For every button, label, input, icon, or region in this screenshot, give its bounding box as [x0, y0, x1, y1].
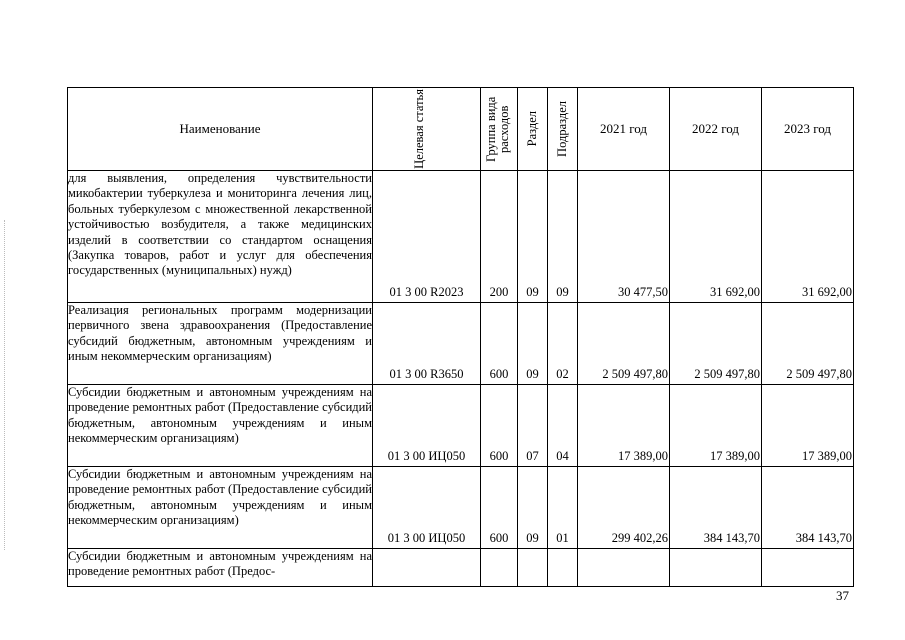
row-section-value: 09 [526, 285, 539, 299]
row-2021 [578, 385, 670, 467]
row-2022-value: 17 389,00 [710, 449, 760, 463]
row-section-value [518, 584, 547, 586]
row-2021 [578, 171, 670, 303]
table-row [68, 171, 854, 303]
row-name: Реализация региональных программ модернизации первичного звена здравоохранения (Предоставление субсидий бюджетным, автономным учреждениям и иным некоммерческим организациям) [68, 303, 373, 385]
row-group-value: 600 [489, 449, 509, 463]
header-target-label: Целевая статья [411, 89, 426, 169]
header-row [68, 88, 854, 171]
row-2021-value: 30 477,50 [618, 285, 668, 299]
header-subsection-label: Подраздел [555, 101, 569, 157]
header-2023: 2023 год [762, 88, 854, 171]
row-target-value: 01 3 00 R2023 [389, 285, 464, 299]
header-name: Наименование [68, 88, 373, 171]
row-name: Субсидии бюджетным и автономным учреждениям на проведение ремонтных работ (Предос- [68, 549, 373, 587]
row-target-value [373, 584, 480, 586]
header-group [481, 88, 518, 171]
row-target-value: 01 3 00 R3650 [389, 367, 464, 381]
row-subsection-value: 01 [556, 531, 569, 545]
row-2023-value: 2 509 497,80 [786, 367, 852, 381]
row-2021 [578, 467, 670, 549]
row-2022-value [670, 584, 761, 586]
row-subsection-value: 09 [556, 285, 569, 299]
row-section [518, 467, 548, 549]
page-number: 37 [836, 588, 849, 603]
row-2022 [670, 549, 762, 587]
row-2021 [578, 303, 670, 385]
row-target [373, 549, 481, 587]
row-target [373, 303, 481, 385]
row-2023-value [762, 584, 853, 586]
row-2021-value: 299 402,26 [611, 531, 668, 545]
row-group [481, 171, 518, 303]
row-group [481, 467, 518, 549]
row-name: Субсидии бюджетным и автономным учреждениям на проведение ремонтных работ (Предоставление субсидий бюджетным, автономным учреждениям и иным некоммерческим организациям) [68, 467, 373, 549]
row-subsection [548, 467, 578, 549]
row-2023 [762, 303, 854, 385]
row-subsection-value: 02 [556, 367, 569, 381]
header-2021: 2021 год [578, 88, 670, 171]
row-section-value: 07 [526, 449, 539, 463]
row-2022-value: 384 143,70 [703, 531, 760, 545]
budget-table [67, 87, 854, 587]
row-2021-value: 17 389,00 [618, 449, 668, 463]
row-2023 [762, 171, 854, 303]
row-group-value [481, 584, 517, 586]
table-row [68, 303, 854, 385]
header-target [373, 88, 481, 171]
table-row [68, 467, 854, 549]
row-2022-value: 31 692,00 [710, 285, 760, 299]
row-target [373, 171, 481, 303]
row-section [518, 171, 548, 303]
row-2023 [762, 385, 854, 467]
row-section [518, 385, 548, 467]
row-2022 [670, 385, 762, 467]
row-group [481, 385, 518, 467]
row-group-value: 200 [489, 285, 509, 299]
margin-mark [4, 220, 5, 550]
row-section [518, 549, 548, 587]
row-section-value: 09 [526, 531, 539, 545]
row-2021-value: 2 509 497,80 [602, 367, 668, 381]
row-section [518, 303, 548, 385]
header-section-label: Раздел [525, 111, 539, 147]
row-subsection-value [548, 584, 577, 586]
row-section-value: 09 [526, 367, 539, 381]
row-target-value: 01 3 00 ИЦ050 [387, 531, 466, 545]
table-row [68, 549, 854, 587]
row-group-value: 600 [489, 367, 509, 381]
row-2023-value: 384 143,70 [795, 531, 852, 545]
row-target-value: 01 3 00 ИЦ050 [387, 449, 466, 463]
row-2022-value: 2 509 497,80 [694, 367, 760, 381]
header-2022: 2022 год [670, 88, 762, 171]
row-name: Субсидии бюджетным и автономным учреждениям на проведение ремонтных работ (Предоставление субсидий бюджетным, автономным учреждениям и иным некоммерческим организациям) [68, 385, 373, 467]
row-2021 [578, 549, 670, 587]
table-row [68, 385, 854, 467]
header-group-label: Группа вида расходов [484, 96, 511, 162]
row-2021-value [578, 584, 669, 586]
row-subsection-value: 04 [556, 449, 569, 463]
header-subsection [548, 88, 578, 171]
row-2023-value: 31 692,00 [802, 285, 852, 299]
row-2022 [670, 303, 762, 385]
row-subsection [548, 549, 578, 587]
header-section [518, 88, 548, 171]
row-target [373, 467, 481, 549]
row-target [373, 385, 481, 467]
row-2023-value: 17 389,00 [802, 449, 852, 463]
row-subsection [548, 303, 578, 385]
row-2023 [762, 549, 854, 587]
row-group [481, 549, 518, 587]
row-2022 [670, 467, 762, 549]
row-subsection [548, 385, 578, 467]
row-name: для выявления, определения чувствительности микобактерии туберкулеза и мониторинга лечения лиц, больных туберкулезом с множественной лекарственной устойчивостью возбудителя, а также медицинских изделий в соответствии со стандартом оснащения (Закупка товаров, работ и услуг для обеспечения государственных (муниципальных) нужд) [68, 171, 373, 303]
row-group-value: 600 [489, 531, 509, 545]
row-subsection [548, 171, 578, 303]
row-2023 [762, 467, 854, 549]
row-2022 [670, 171, 762, 303]
row-group [481, 303, 518, 385]
